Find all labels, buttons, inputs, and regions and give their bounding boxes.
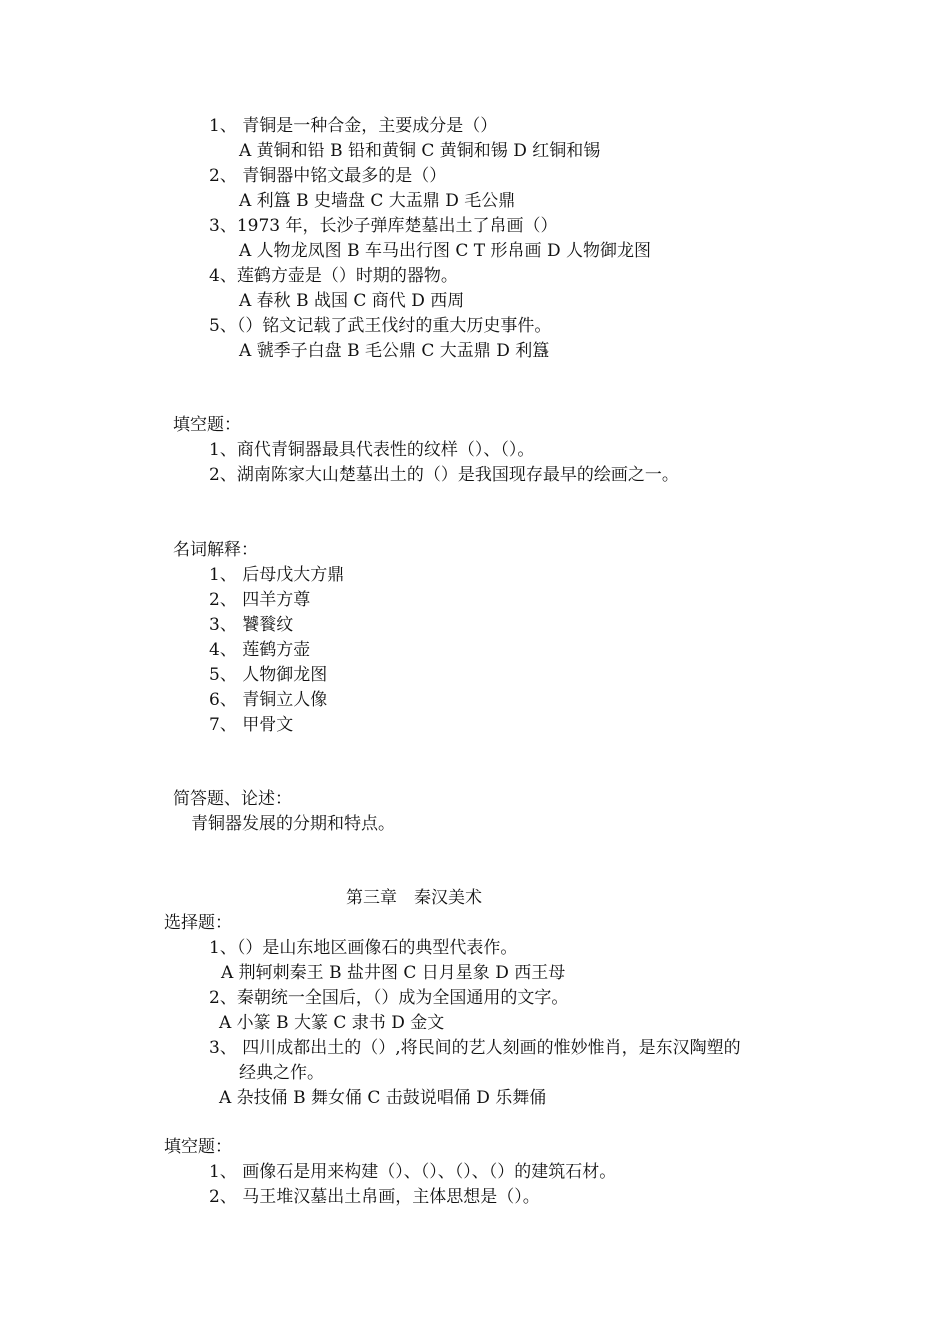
list-item: 3、 饕餮纹 xyxy=(209,615,294,635)
list-item: 5、 人物御龙图 xyxy=(209,665,328,685)
answer-options: A 黄铜和铅 B 铅和黄铜 C 黄铜和锡 D 红铜和锡 xyxy=(239,141,601,161)
section-heading: 填空题： xyxy=(164,1137,232,1157)
question-text: 2、 马王堆汉墓出土帛画，主体思想是（）。 xyxy=(209,1187,540,1207)
list-item: 2、 四羊方尊 xyxy=(209,590,311,610)
question-text: 5、（）铭文记载了武王伐纣的重大历史事件。 xyxy=(209,316,552,336)
question-text: 3、 四川成都出土的（）,将民间的艺人刻画的惟妙惟肖，是东汉陶塑的 xyxy=(209,1038,741,1058)
answer-options: A 利簋 B 史墙盘 C 大盂鼎 D 毛公鼎 xyxy=(239,191,516,211)
question-text: 1、 青铜是一种合金，主要成分是（） xyxy=(209,116,498,136)
question-text: 1、商代青铜器最具代表性的纹样（）、（）。 xyxy=(209,440,535,460)
answer-options: A 杂技俑 B 舞女俑 C 击鼓说唱俑 D 乐舞俑 xyxy=(219,1088,547,1108)
list-item: 1、 后母戊大方鼎 xyxy=(209,565,345,585)
section-heading: 名词解释： xyxy=(173,540,258,560)
question-text: 3、1973 年，长沙子弹库楚墓出土了帛画（） xyxy=(209,216,558,236)
question-text: 青铜器发展的分期和特点。 xyxy=(191,814,395,834)
question-text: 2、 青铜器中铭文最多的是（） xyxy=(209,166,447,186)
chapter-title: 第三章 秦汉美术 xyxy=(346,888,482,908)
question-text: 2、湖南陈家大山楚墓出土的（）是我国现存最早的绘画之一。 xyxy=(209,465,679,485)
section-heading: 填空题： xyxy=(173,415,241,435)
answer-options: A 春秋 B 战国 C 商代 D 西周 xyxy=(239,291,465,311)
list-item: 7、 甲骨文 xyxy=(209,715,294,735)
section-heading: 选择题： xyxy=(164,913,232,933)
list-item: 4、 莲鹤方壶 xyxy=(209,640,311,660)
question-text-continued: 经典之作。 xyxy=(239,1063,324,1083)
list-item: 6、 青铜立人像 xyxy=(209,690,328,710)
answer-options: A 人物龙凤图 B 车马出行图 C T 形帛画 D 人物御龙图 xyxy=(239,241,651,261)
question-text: 1、 画像石是用来构建（）、（）、（）、（）的建筑石材。 xyxy=(209,1162,617,1182)
section-heading: 简答题、论述： xyxy=(173,789,292,809)
answer-options: A 虢季子白盘 B 毛公鼎 C 大盂鼎 D 利簋 xyxy=(239,341,550,361)
question-text: 2、秦朝统一全国后，（）成为全国通用的文字。 xyxy=(209,988,569,1008)
answer-options: A 小篆 B 大篆 C 隶书 D 金文 xyxy=(219,1013,445,1033)
question-text: 4、莲鹤方壶是（）时期的器物。 xyxy=(209,266,458,286)
answer-options: A 荆轲刺秦王 B 盐井图 C 日月星象 D 西王母 xyxy=(221,963,566,983)
question-text: 1、（）是山东地区画像石的典型代表作。 xyxy=(209,938,518,958)
